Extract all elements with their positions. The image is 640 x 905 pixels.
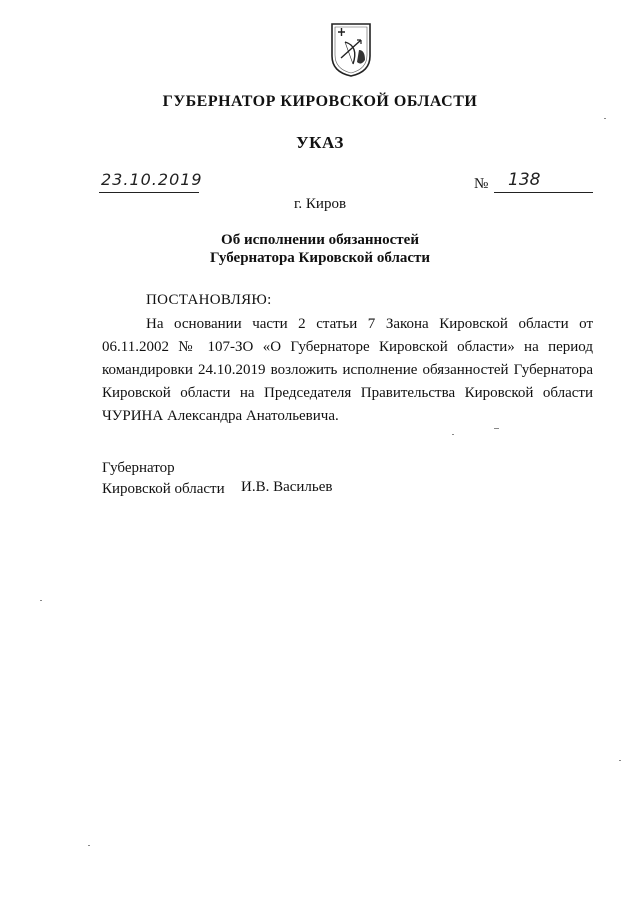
document-type: УКАЗ xyxy=(296,133,344,152)
signatory-title xyxy=(102,458,225,500)
document-date: 23.10.2019 xyxy=(101,170,203,189)
issuing-office: ГУБЕРНАТОР КИРОВСКОЙ ОБЛАСТИ xyxy=(162,93,478,110)
decree-word: ПОСТАНОВЛЯЮ: xyxy=(146,292,272,308)
signatory-title-line-2: Кировской области xyxy=(102,481,225,497)
subject-line-2: Губернатора Кировской области xyxy=(209,250,431,266)
signatory-title-line-1: Губернатор xyxy=(102,460,175,476)
city: г. Киров xyxy=(293,196,347,212)
scan-speck xyxy=(604,118,606,119)
signatory-name: И.В. Васильев xyxy=(241,479,333,495)
document-subject xyxy=(0,231,640,267)
number-label: № xyxy=(474,176,489,192)
scan-speck xyxy=(40,600,42,601)
subject-line-1: Об исполнении обязанностей xyxy=(221,232,419,248)
scan-speck xyxy=(452,434,454,435)
coat-of-arms-icon xyxy=(329,20,373,78)
scan-speck xyxy=(494,428,499,429)
scan-speck xyxy=(619,760,621,761)
scan-speck xyxy=(88,845,90,846)
body-paragraph: На основании части 2 статьи 7 Закона Кировской области от 06.11.2002 № 107-ЗО «О Губернаторе Кировской области» на период командировки 24.10.2019 возложить исполнение обязанностей Губернатора Кировской области на Председателя Правительства Кировской области ЧУРИНА Александра Анатольевича. xyxy=(102,316,593,424)
document-number: 138 xyxy=(508,170,541,190)
